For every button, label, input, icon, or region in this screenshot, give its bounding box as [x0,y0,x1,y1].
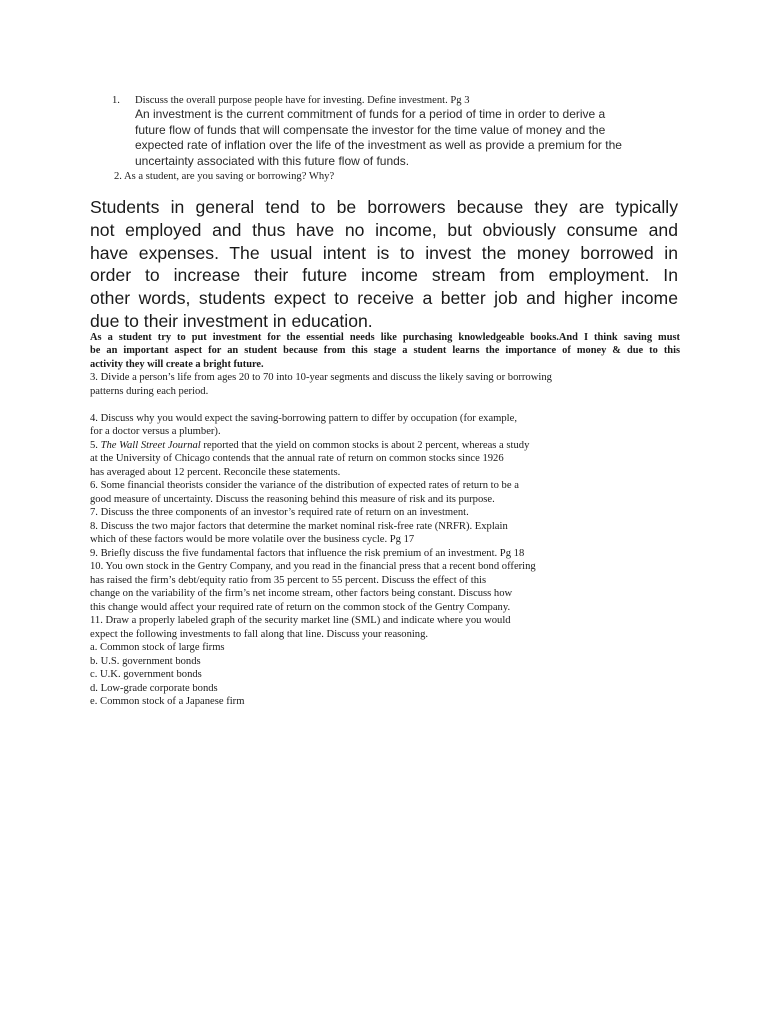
question-6-line: good measure of uncertainty. Discuss the reasoning behind this measure of risk and its purpose. [90,493,495,505]
bold-answer-line: activity they will create a bright future. [90,358,264,370]
question-9-line: 9. Briefly discuss the five fundamental factors that influence the risk premium of an investment. Pg 18 [90,547,525,559]
list-item-a: a. Common stock of large firms [90,642,225,653]
answer-2-line: Students in general tend to be borrowers because they are typically [90,197,678,217]
question-10-line: 10. You own stock in the Gentry Company, and you read in the financial press that a recent bond offering [90,561,536,572]
list-item-e: e. Common stock of a Japanese firm [90,696,245,707]
question-4-line: for a doctor versus a plumber). [90,426,221,437]
question-7-line: 7. Discuss the three components of an investor’s required rate of return on an investment. [90,507,469,518]
question-1-number: 1. [112,95,120,106]
question-1 [112,94,470,107]
question-5-line: has averaged about 12 percent. Reconcile these statements. [90,466,341,478]
question-10-line: change on the variability of the firm’s net income stream, other factors being constant. Discuss how [90,588,513,599]
answer-2 [90,196,678,333]
answer-1-line: expected rate of inflation over the life of the investment as well as provide a premium for the [135,138,622,152]
list-item-d: d. Low-grade corporate bonds [90,682,218,694]
question-list [90,371,552,709]
question-2: 2. As a student, are you saving or borrowing? Why? [114,171,335,182]
list-item-b: b. U.S. government bonds [90,655,201,667]
question-3-line: patterns during each period. [90,385,209,397]
bold-answer-line: be an important aspect for an student because from this stage a student learns the importance of money & due to this [90,345,680,357]
question-1-text: Discuss the overall purpose people have for investing. Define investment. Pg 3 [135,95,470,106]
bold-answer-line: As a student try to put investment for the essential needs like purchasing knowledgeable books.And I think saving must [90,332,680,343]
question-10-line: this change would affect your required rate of return on the common stock of the Gentry Company. [90,601,511,613]
journal-title: The Wall Street Journal [100,439,201,451]
answer-2-line: due to their investment in education. [90,310,373,331]
answer-1-line: future flow of funds that will compensate the investor for the time value of money and the [135,122,606,137]
question-5-line: at the University of Chicago contends that the annual rate of return on common stocks since 1926 [90,453,504,464]
list-item-c: c. U.K. government bonds [90,669,202,680]
student-answer-bold [90,331,680,371]
question-5-line [90,439,552,453]
question-3-line: 3. Divide a person’s life from ages 20 to 70 into 10-year segments and discuss the likely saving or borrowing [90,372,552,383]
answer-1 [135,107,677,169]
spacer [90,398,552,412]
question-10-line: has raised the firm’s debt/equity ratio from 35 percent to 55 percent. Discuss the effect of this [90,574,487,586]
question-4-line: 4. Discuss why you would expect the saving-borrowing pattern to differ by occupation (for example, [90,412,517,424]
question-11-line: 11. Draw a properly labeled graph of the security market line (SML) and indicate where you would [90,615,511,626]
question-5-prefix: 5. [90,439,101,451]
question-11-line: expect the following investments to fall along that line. Discuss your reasoning. [90,628,429,640]
answer-2-line: order to increase their future income stream from employment. In [90,265,678,286]
answer-2-line: not employed and thus have no income, but obviously consume and [90,219,678,240]
question-8-line: which of these factors would be more volatile over the business cycle. Pg 17 [90,534,415,545]
question-5-text: reported that the yield on common stocks is about 2 percent, whereas a study [200,439,530,451]
answer-1-line: An investment is the current commitment of funds for a period of time in order to derive a [135,107,606,121]
answer-2-line: have expenses. The usual intent is to invest the money borrowed in [90,242,678,263]
question-8-line: 8. Discuss the two major factors that determine the market nominal risk-free rate (NRFR). Explain [90,520,508,532]
answer-1-line: uncertainty associated with this future flow of funds. [135,153,410,168]
question-6-line: 6. Some financial theorists consider the variance of the distribution of expected rates of return to be a [90,480,519,491]
answer-2-line: other words, students expect to receive a better job and higher income [90,288,678,309]
